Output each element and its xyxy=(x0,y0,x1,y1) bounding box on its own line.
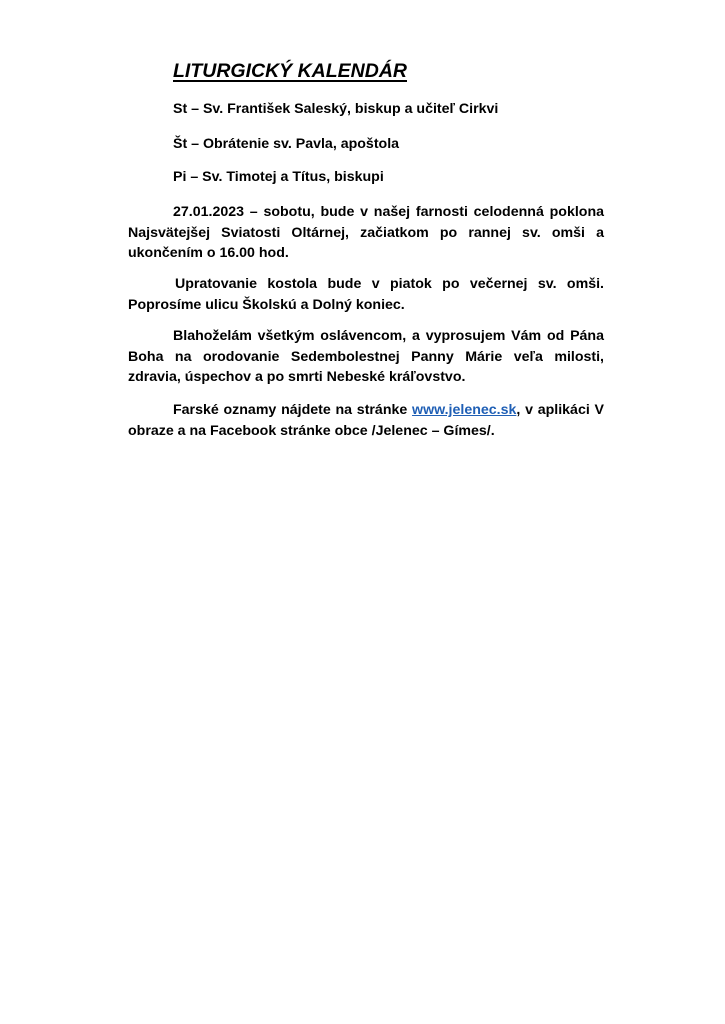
calendar-line-wednesday: St – Sv. František Saleský, biskup a učiteľ Cirkvi xyxy=(173,101,499,117)
document-title: LITURGICKÝ KALENDÁR xyxy=(173,60,407,82)
notices-text-before: Farské oznamy nájdete na stránke xyxy=(173,402,413,418)
adoration-paragraph xyxy=(128,202,604,264)
calendar-line-thursday: Št – Obrátenie sv. Pavla, apoštola xyxy=(173,136,400,152)
cleaning-paragraph xyxy=(128,274,604,315)
birthdays-paragraph xyxy=(128,326,604,388)
notices-text-after: , v aplikáci V obraze a na Facebook stránke obce /Jelenec – Gímes/. xyxy=(128,402,604,439)
calendar-line-friday: Pi – Sv. Timotej a Títus, biskupi xyxy=(173,169,384,185)
website-link[interactable]: www.jelenec.sk xyxy=(412,402,517,418)
notices-paragraph xyxy=(128,400,604,441)
adoration-text: 27.01.2023 – sobotu, bude v našej farnosti celodenná poklona Najsvätejšej Sviatosti Oltárnej, začiatkom po rannej sv. omši a ukončením o 16.00 hod. xyxy=(128,204,604,261)
cleaning-text: Upratovanie kostola bude v piatok po večernej sv. omši. Poprosíme ulicu Školskú a Dolný koniec. xyxy=(128,276,604,313)
birthdays-text: Blahoželám všetkým oslávencom, a vyprosujem Vám od Pána Boha na orodovanie Sedembolestnej Panny Márie veľa milosti, zdravia, úspechov a po smrti Nebeské kráľovstvo. xyxy=(128,328,604,385)
